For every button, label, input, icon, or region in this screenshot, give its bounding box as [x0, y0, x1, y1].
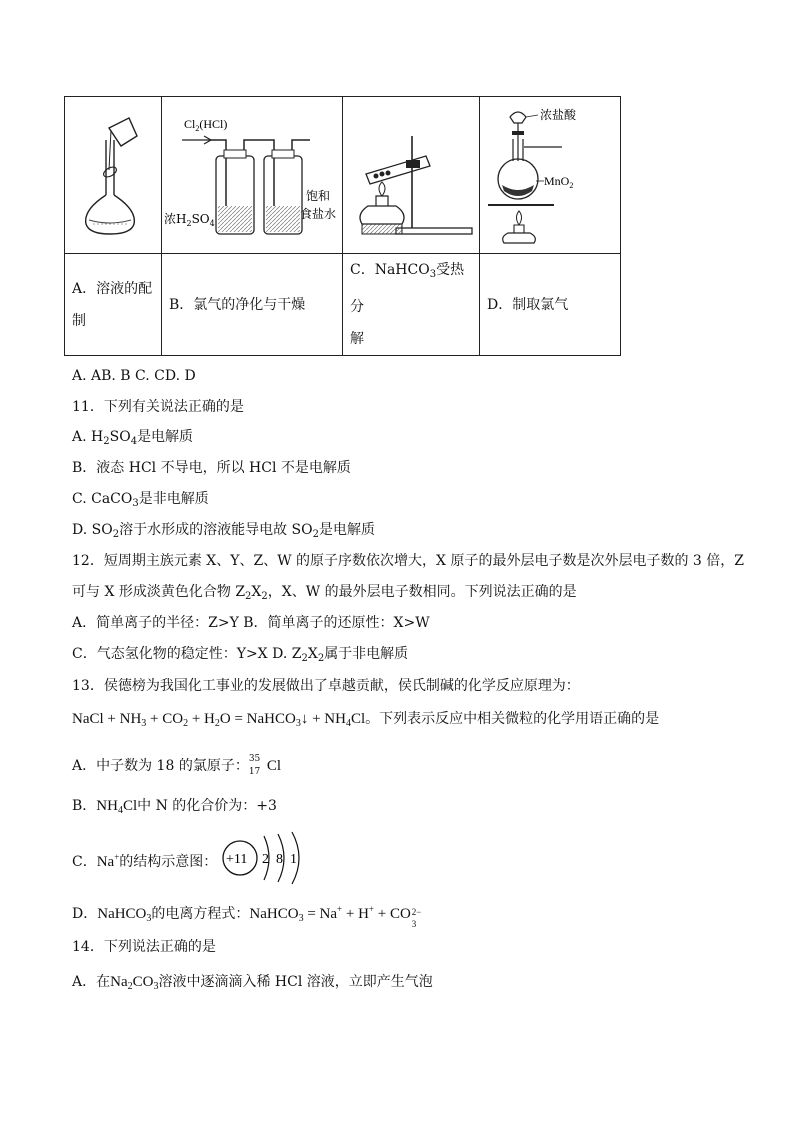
q11-option-d: D. $SO_2$溶于水形成的溶液能导电故 $SO_2$是电解质	[72, 522, 375, 540]
figure-a-volumetric-flask	[65, 97, 162, 254]
q13-stem: 13．侯德榜为我国化工事业的发展做出了卓越贡献，侯氏制碱的化学反应原理为：	[72, 678, 580, 694]
caption-c: C．NaHCO$_3$受热分 解	[343, 254, 480, 356]
nucleus-charge: +11	[226, 852, 248, 867]
figure-d-chlorine-generator	[480, 97, 621, 254]
conc-sulfuric-label: 浓$H_2SO_4$	[164, 212, 215, 228]
caption-d: D．制取氯气	[480, 254, 621, 356]
apparatus-table	[64, 96, 621, 356]
shell-2-count: 8	[276, 852, 283, 867]
caption-b: B．氯气的净化与干燥	[162, 254, 343, 356]
shell-3-count: 1	[290, 852, 297, 867]
conc-hcl-label: 浓盐酸	[540, 108, 577, 122]
caption-a: A．溶液的配 制	[65, 254, 162, 356]
q14-stem: 14．下列说法正确的是	[72, 939, 216, 955]
q13-option-b: B．$NH_4Cl$中 N 的化合价为：+3	[72, 798, 277, 816]
gas-label: $Cl_2(HCl)$	[184, 117, 228, 133]
sodium-atom-diagram	[220, 828, 310, 888]
figure-b-wash-bottles	[162, 97, 343, 254]
q11-option-b: B．液态 HCl 不导电，所以 HCl 不是电解质	[72, 460, 351, 476]
q13-equation: NaCl + $NH_3 + CO_2 + H_2O$ = NaHCO$_3$↓ + $NH_4Cl$。下列表示反应中相关微粒的化学用语正确的是	[72, 711, 660, 729]
shell-1-count: 2	[262, 852, 269, 867]
mno2-label: MnO$_2$	[544, 174, 574, 190]
q11-stem: 11．下列有关说法正确的是	[72, 399, 244, 415]
q10-options: A. AB. B C. CD. D	[72, 368, 196, 384]
q13-option-c: C．Na+的结构示意图：	[72, 852, 218, 870]
brine-label-line2: 食盐水	[300, 207, 337, 221]
q13-option-d: D．NaHCO$_3$的电离方程式：NaHCO$_3$ = Na+ + H+ + CO 2− 3	[72, 904, 422, 929]
q12-options-cd: C．气态氢化物的稳定性：Y>X D. $Z_2X_2$属于非电解质	[72, 646, 409, 664]
q12-stem-line1: 12．短周期主族元素 X、Y、Z、W 的原子序数依次增大，X 原子的最外层电子数是次外层电子数的 3 倍，Z	[72, 553, 744, 569]
q12-options-ab: A．简单离子的半径：Z>Y B．简单离子的还原性：X>W	[72, 615, 430, 631]
q14-option-a: A．在$Na_2CO_3$溶液中逐滴滴入稀 HCl 溶液，立即产生气泡	[72, 974, 433, 992]
brine-label-line1: 饱和	[306, 189, 331, 203]
figure-c-heating-tube	[343, 97, 480, 254]
q12-stem-line2: 可与 X 形成淡黄色化合物 $Z_2X_2$，X、W 的最外层电子数相同。下列说法正确的是	[72, 584, 577, 602]
q11-option-c: C. CaCO$_3$是非电解质	[72, 491, 209, 509]
q13-option-a: A．中子数为 18 的氯原子： 35 17 Cl	[72, 754, 282, 777]
q11-option-a: A. $H_2SO_4$是电解质	[72, 429, 194, 447]
